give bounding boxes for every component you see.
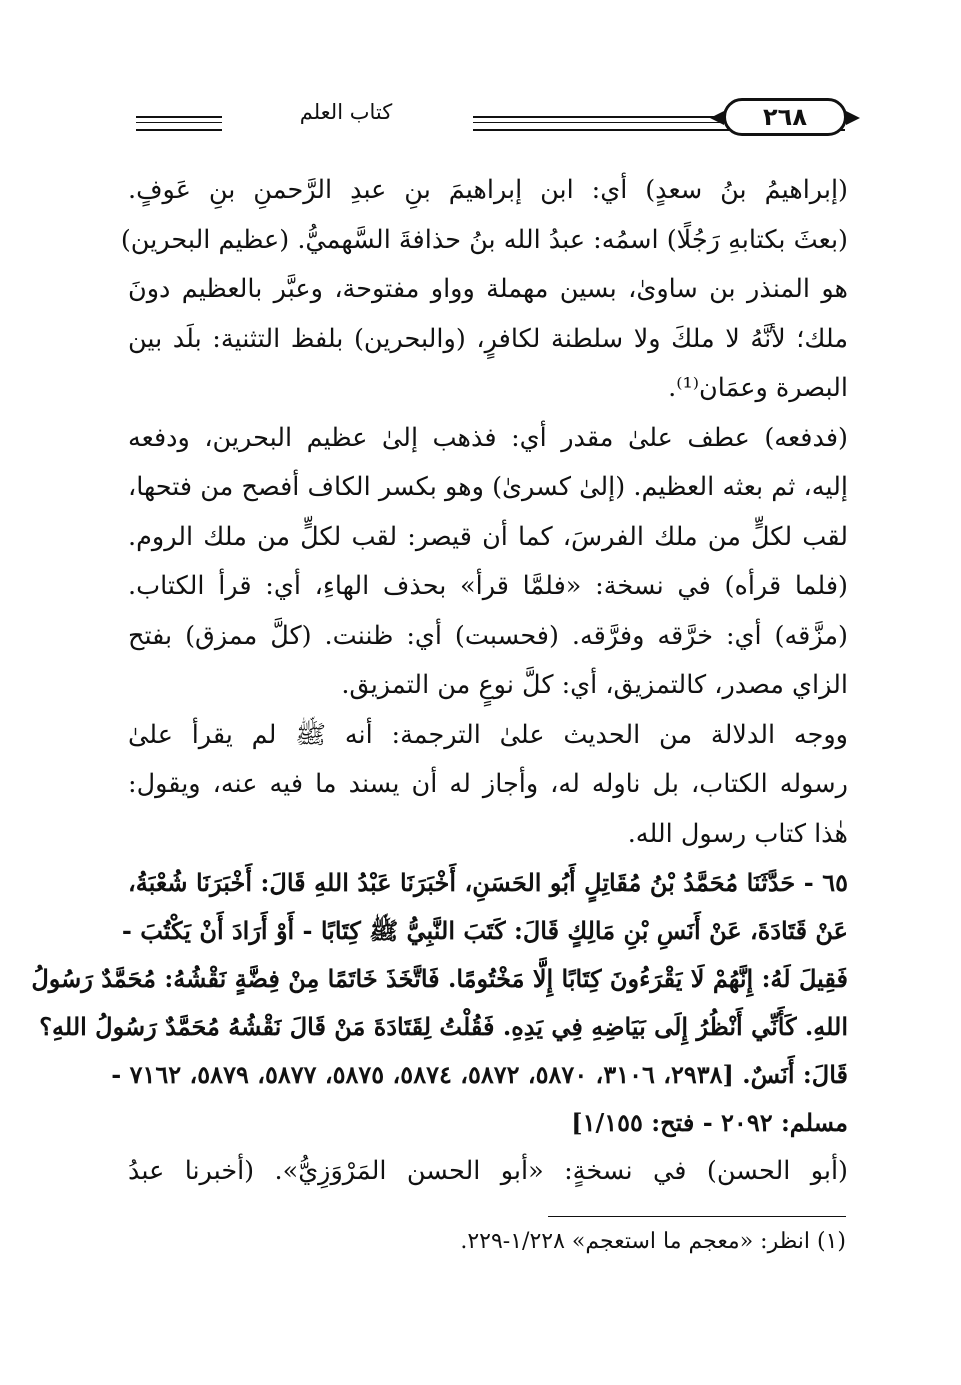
- chapter-title: كتاب العلم: [299, 100, 393, 124]
- text-line: هو المنذر بن ساوىٰ، بسين مهملة وواو مفتوحة، وعبَّر بالعظيم دونَ: [128, 274, 848, 304]
- text-line: ملك؛ لأنَّهُ لا ملكَ ولا سلطنة لكافرٍ، (والبحرين) بلفظ التثنية: بلَد بين: [128, 323, 848, 354]
- hadith-line: اللهِ. كَأَنِّي أَنْظُرُ إِلَى بَيَاضِهِ فِي يَدِهِ. فَقُلْتُ لِقَتَادَةَ مَنْ قَالَ نَقْشُهُ مُحَمَّدٌ رَسُولُ اللهِ؟: [39, 1012, 848, 1041]
- hadith-line: عَنْ قَتَادَةَ، عَنْ أَنَسِ بْنِ مَالِكٍ قَالَ: كَتَبَ النَّبِيُّ ﷺ كِتَابًا - أَوْ أَرَادَ أَنْ يَكْتُبَ -: [121, 916, 848, 945]
- page-number: ٢٦٨: [723, 98, 847, 136]
- footnote: (١) انظر: «معجم ما استعجم» ١/٢٢٨-٢٢٩.: [460, 1229, 846, 1254]
- text-line: (إبراهيمُ بنُ سعدٍ) أي: ابن إبراهيمَ بنِ عبدِ الرَّحمنِ بنِ عَوفٍ.: [128, 175, 848, 205]
- text-line: إليه، ثم بعثه العظيم. (إلىٰ كسرىٰ) وهو بكسر الكاف أفصح من فتحها،: [128, 472, 848, 502]
- hadith-line: مسلم: ٢٠٩٢ - فتح: ١/١٥٥]: [571, 1108, 848, 1137]
- text-line: ووجه الدلالة من الحديث علىٰ الترجمة: أنه ﷺ لم يقرأ علىٰ: [128, 719, 848, 750]
- header-rule-left: [136, 116, 222, 131]
- hadith-line: ٦٥ - حَدَّثَنَا مُحَمَّدُ بْنُ مُقَاتِلٍ أَبُو الحَسَنِ، أَخْبَرَنَا عَبْدُ اللهِ قَالَ: أَخْبَرَنَا شُعْبَةُ،: [128, 868, 848, 897]
- text-line: الزاي مصدر، كالتمزيق، أي: كلَّ نوعٍ من التمزيق.: [341, 670, 848, 700]
- text-line: لقب لكلٍّ من ملك الفرسَ، كما أن قيصر: لقب لكلٍّ من ملك الروم.: [128, 521, 848, 552]
- text-line: (أبو الحسن) في نسخةٍ: «أبو الحسن المَرْوَزِيُّ». (أخبرنا عبدُ: [128, 1156, 848, 1186]
- hadith-line: فَقِيلَ لَهُ: إِنَّهُمْ لَا يَقْرَءُونَ كِتَابًا إِلَّا مَخْتُومًا. فَاتَّخَذَ خَاتَمًا مِنْ فِضَّةٍ نَقْشُهُ: مُحَمَّدٌ رَسُولُ: [31, 964, 848, 993]
- text-line: (فدفعه) عطف علىٰ مقدر أي: فذهب إلىٰ عظيم البحرين، ودفعه: [128, 422, 848, 453]
- text-line: (بعثَ بكتابهِ رَجُلًا) اسمُه: عبدُ الله بنُ حذافةَ السَّهميُّ. (عظيم البحرين): [120, 224, 848, 255]
- hadith-line: قَالَ: أَنَسٌ. [٢٩٣٨، ٣١٠٦، ٥٨٧٠، ٥٨٧٢، ٥٨٧٤، ٥٨٧٥، ٥٨٧٧، ٥٨٧٩، ٧١٦٢ -: [111, 1060, 848, 1089]
- text-line: (مزَّقه) أي: خرَّقه وفرَّقه. (فحسبت) أي: ظننت. (كلَّ ممزق) بفتح: [128, 620, 848, 651]
- page-header: [128, 98, 841, 146]
- text-line: البصرة وعمَان⁽¹⁾.: [668, 373, 848, 403]
- header-rule-left-inner: [136, 122, 222, 123]
- main-text: [31, 166, 848, 1197]
- text-line: هٰذا كتاب رسول الله.: [627, 818, 848, 849]
- footnote-separator: [548, 1216, 846, 1217]
- text-line: (فلما قرأه) في نسخة: «فلمَّا قرأ» بحذف الهاءِ، أي: قرأ الكتاب.: [128, 571, 848, 601]
- text-line: رسوله الكتاب، بل ناوله له، وأجاز له أن يسند ما فيه عنه، ويقول:: [128, 769, 848, 799]
